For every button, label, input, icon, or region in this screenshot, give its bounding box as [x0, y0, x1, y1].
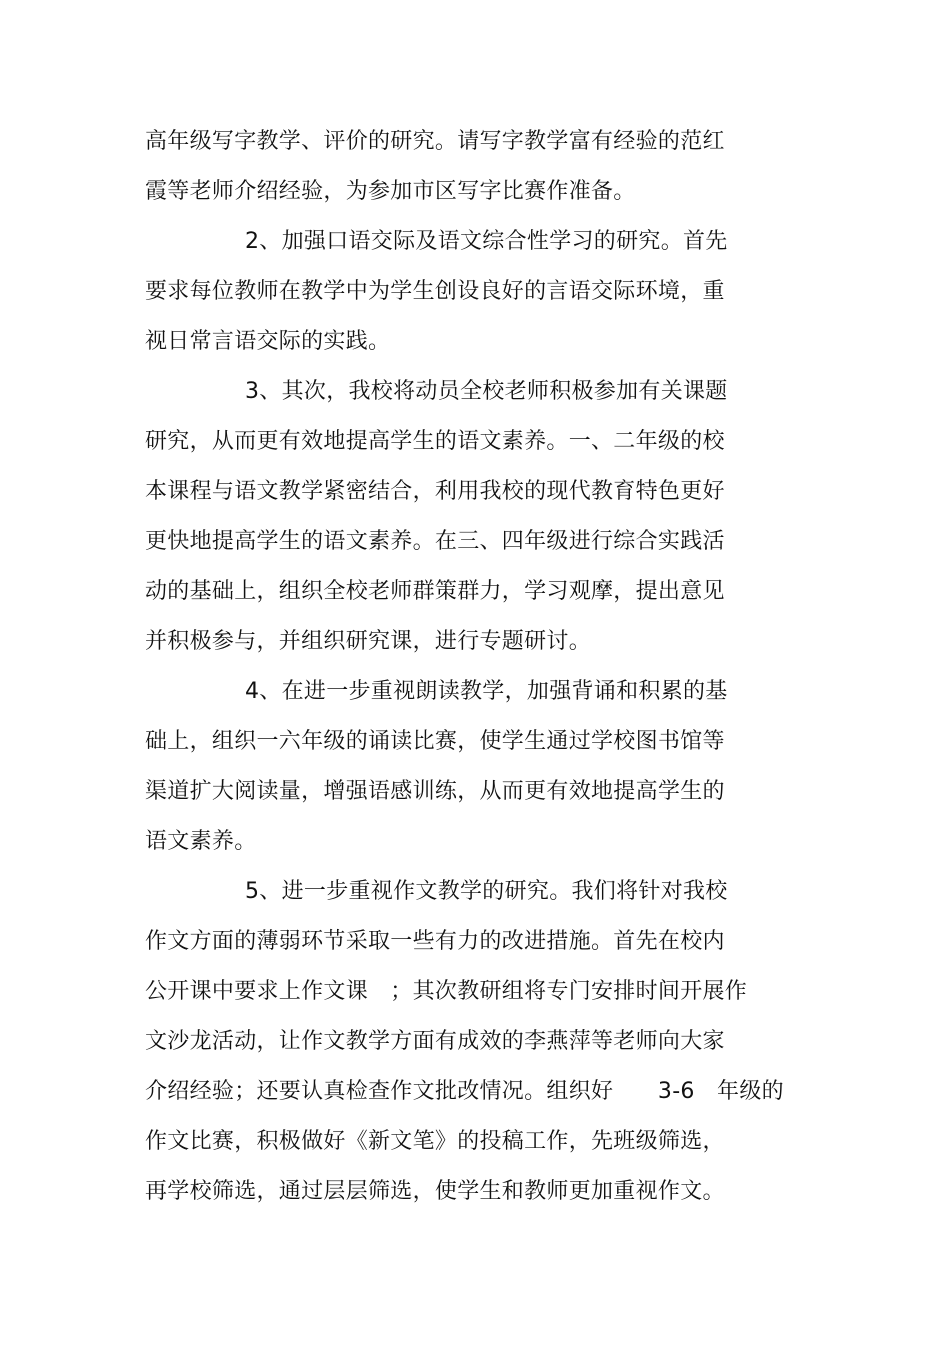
- text-line: 础上，组织一六年级的诵读比赛，使学生通过学校图书馆等: [145, 729, 725, 754]
- text-line: 本课程与语文教学紧密结合，利用我校的现代教育特色更好: [145, 479, 725, 504]
- paragraph-start-2: 2、加强口语交际及语文综合性学习的研究。首先: [245, 229, 728, 254]
- text-line: 高年级写字教学、评价的研究。请写字教学富有经验的范红: [145, 129, 725, 154]
- text-line: 更快地提高学生的语文素养。在三、四年级进行综合实践活: [145, 529, 725, 554]
- text-line: 研究，从而更有效地提高学生的语文素养。一、二年级的校: [145, 429, 725, 454]
- text-line: 霞等老师介绍经验，为参加市区写字比赛作准备。: [145, 179, 636, 204]
- text-line: 再学校筛选，通过层层筛选，使学生和教师更加重视作文。: [145, 1179, 725, 1204]
- paragraph-start-4: 4、在进一步重视朗读教学，加强背诵和积累的基: [245, 679, 728, 704]
- text-line: 文沙龙活动，让作文教学方面有成效的李燕萍等老师向大家: [145, 1029, 725, 1054]
- text-line: 渠道扩大阅读量，增强语感训练，从而更有效地提高学生的: [145, 779, 725, 804]
- text-line: 要求每位教师在教学中为学生创设良好的言语交际环境，重: [145, 279, 725, 304]
- text-line: 并积极参与，并组织研究课，进行专题研讨。: [145, 629, 592, 654]
- paragraph-start-3: 3、其次，我校将动员全校老师积极参加有关课题: [245, 379, 728, 404]
- text-line: 公开课中要求上作文课 ；其次教研组将专门安排时间开展作: [145, 979, 748, 1004]
- text-line: 语文素养。: [145, 829, 257, 854]
- text-line: 作文比赛，积极做好《新文笔》的投稿工作，先班级筛选，: [145, 1129, 725, 1154]
- paragraph-start-5: 5、进一步重视作文教学的研究。我们将针对我校: [245, 879, 728, 904]
- text-line: 介绍经验；还要认真检查作文批改情况。组织好 3-6 年级的: [145, 1079, 784, 1104]
- text-line: 动的基础上，组织全校老师群策群力，学习观摩，提出意见: [145, 579, 725, 604]
- text-line: 视日常言语交际的实践。: [145, 329, 391, 354]
- text-line: 作文方面的薄弱环节采取一些有力的改进措施。首先在校内: [145, 929, 725, 954]
